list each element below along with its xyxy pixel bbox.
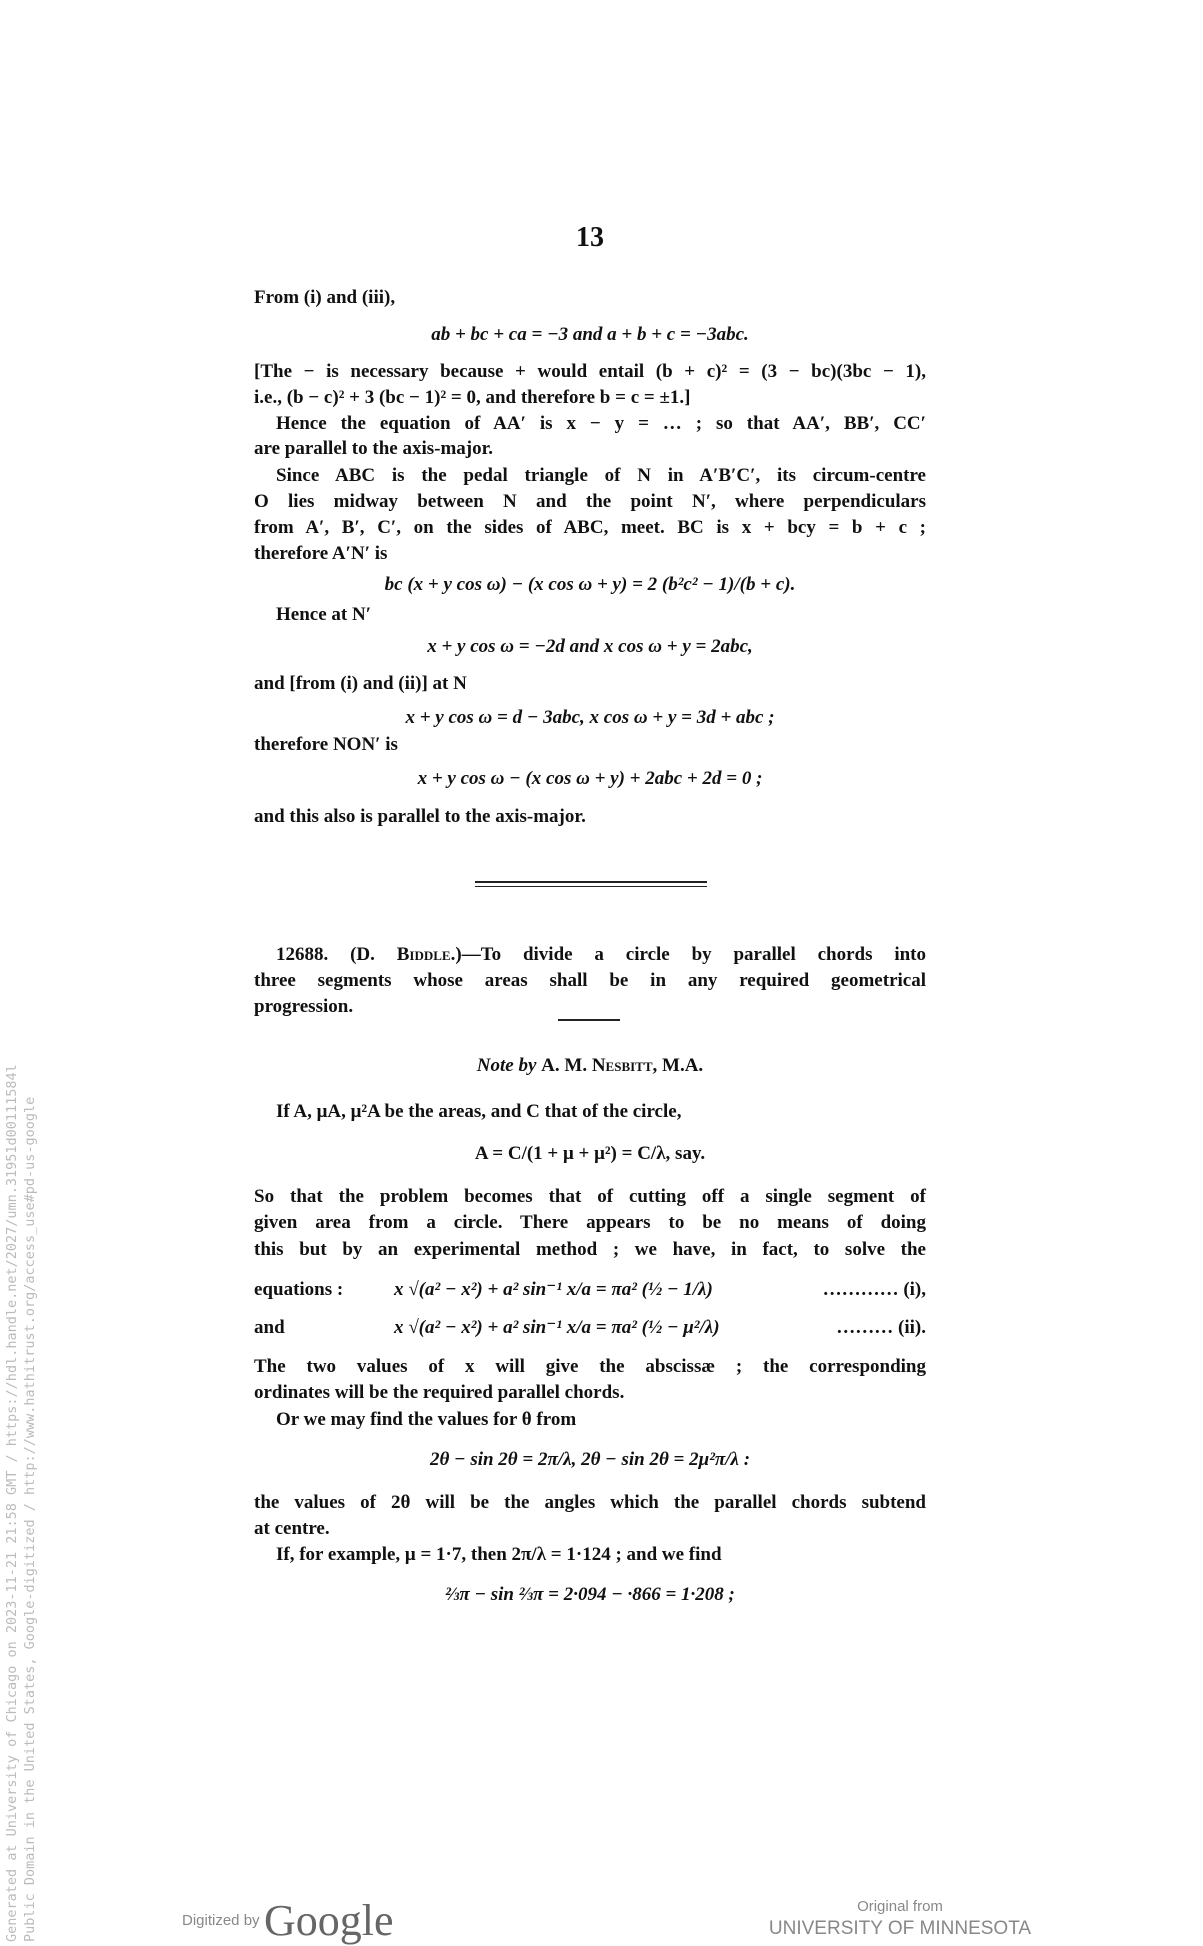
equation: ab + bc + ca = −3 and a + b + c = −3abc.	[431, 324, 749, 345]
watermark-line-1: Generated at University of Chicago on 2023-11-21 21:58 GMT / https://hdl.handle.net/2027/umn.31951d00111584l	[4, 1064, 20, 1942]
equation-expression: x √(a² − x²) + a² sin⁻¹ x/a = πa² (½ − μ²/λ)	[394, 1317, 720, 1338]
digitized-by-label: Digitized by	[182, 1912, 260, 1929]
question-number: 12688.	[276, 944, 329, 965]
text-line: The two values of x will give the abscissæ ; the corresponding	[254, 1356, 926, 1377]
text-line: and this also is parallel to the axis-major.	[254, 806, 586, 827]
text-line: Since ABC is the pedal triangle of N in A′B′C′, its circum-centre	[276, 465, 926, 486]
equation: A = C/(1 + μ + μ²) = C/λ, say.	[474, 1143, 706, 1164]
note-heading	[254, 1054, 926, 1078]
question-author: (D. Biddle.)	[350, 944, 462, 965]
text-line: are parallel to the axis-major.	[254, 438, 494, 459]
note-author: A. M. Nesbitt, M.A.	[541, 1055, 704, 1076]
text-line: Hence at N′	[276, 604, 372, 625]
question-line: progression.	[254, 996, 354, 1017]
text-line: If, for example, μ = 1·7, then 2π/λ = 1·124 ; and we find	[276, 1544, 722, 1565]
text-line: ordinates will be the required parallel chords.	[254, 1382, 625, 1403]
equation-tag: ……… (ii).	[836, 1317, 926, 1338]
equation-i	[254, 1278, 926, 1302]
equation: 2θ − sin 2θ = 2π/λ, 2θ − sin 2θ = 2μ²π/λ :	[429, 1449, 751, 1470]
equation-ii	[254, 1316, 926, 1340]
short-divider	[558, 1019, 620, 1021]
text-line: therefore A′N′ is	[254, 543, 388, 564]
text-line: at centre.	[254, 1518, 330, 1539]
text-line: O lies midway between N and the point N′, where perpendiculars	[254, 491, 926, 512]
text-line: Or we may find the values for θ from	[276, 1409, 577, 1430]
text-line: this but by an experimental method ; we have, in fact, to solve the	[254, 1239, 926, 1260]
note-prefix: Note by	[476, 1055, 537, 1076]
equation-tag: ………… (i),	[822, 1279, 926, 1300]
original-from-label: Original from	[857, 1898, 943, 1915]
watermark-line-2: Public Domain in the United States, Google-digitized / http://www.hathitrust.org/access_use#pd-us-google	[22, 1096, 38, 1942]
equation-expression: x √(a² − x²) + a² sin⁻¹ x/a = πa² (½ − 1/λ)	[394, 1279, 713, 1300]
section-divider	[475, 881, 707, 883]
question-text: —To divide a circle by parallel chords into	[461, 944, 927, 965]
text-line: therefore NON′ is	[254, 734, 398, 755]
question-line	[276, 943, 926, 967]
equation: bc (x + y cos ω) − (x cos ω + y) = 2 (b²c² − 1)/(b + c).	[384, 574, 796, 595]
equation-label: equations :	[254, 1279, 344, 1300]
text-line: So that the problem becomes that of cutting off a single segment of	[254, 1186, 926, 1207]
equation-label: and	[254, 1317, 285, 1338]
equation: x + y cos ω = d − 3abc, x cos ω + y = 3d + abc ;	[405, 707, 775, 728]
google-wordmark: Google	[264, 1896, 394, 1945]
text-line: Hence the equation of AA′ is x − y = … ; so that AA′, BB′, CC′	[276, 413, 926, 434]
text-line: From (i) and (iii),	[254, 287, 396, 308]
text-line: [The − is necessary because + would entail (b + c)² = (3 − bc)(3bc − 1),	[254, 361, 926, 382]
text-line: i.e., (b − c)² + 3 (bc − 1)² = 0, and therefore b = c = ±1.]	[254, 387, 691, 408]
text-line: from A′, B′, C′, on the sides of ABC, meet. BC is x + bcy = b + c ;	[254, 517, 926, 538]
equation: x + y cos ω = −2d and x cos ω + y = 2abc,	[427, 636, 753, 657]
text-line: and [from (i) and (ii)] at N	[254, 673, 467, 694]
section-divider	[475, 886, 707, 887]
equation: ⅔π − sin ⅔π = 2·094 − ·866 = 1·208 ;	[445, 1584, 735, 1605]
institution-label: UNIVERSITY OF MINNESOTA	[768, 1918, 1032, 1939]
text-line: the values of 2θ will be the angles which the parallel chords subtend	[254, 1492, 926, 1513]
question-line: three segments whose areas shall be in any required geometrical	[254, 970, 926, 991]
text-line: If A, μA, μ²A be the areas, and C that of the circle,	[276, 1101, 682, 1122]
equation: x + y cos ω − (x cos ω + y) + 2abc + 2d = 0 ;	[417, 768, 763, 789]
page-number: 13	[576, 222, 604, 253]
text-line: given area from a circle. There appears to be no means of doing	[254, 1212, 926, 1233]
digitized-by-google-logo	[182, 1895, 394, 1946]
